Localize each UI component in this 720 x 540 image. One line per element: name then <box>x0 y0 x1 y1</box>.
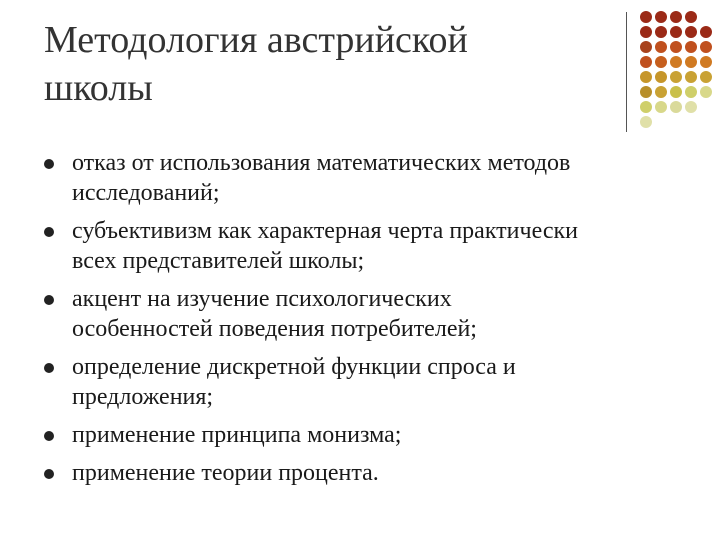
slide-title-line-1: Методология австрийской <box>44 19 468 61</box>
decorative-dot <box>640 56 652 68</box>
decorative-dot <box>685 71 697 83</box>
decorative-dot <box>655 41 667 53</box>
decorative-dot <box>700 26 712 38</box>
decorative-dot <box>670 11 682 23</box>
decorative-dot <box>670 86 682 98</box>
decorative-dot <box>670 101 682 113</box>
vertical-divider <box>626 12 627 132</box>
decorative-dot <box>640 41 652 53</box>
decorative-dot <box>655 71 667 83</box>
decorative-dot <box>700 41 712 53</box>
decorative-dot <box>655 26 667 38</box>
decorative-dot <box>640 86 652 98</box>
bullet-dot-icon <box>44 363 54 373</box>
decorative-dot <box>670 71 682 83</box>
decorative-dot <box>655 56 667 68</box>
decorative-dot <box>670 41 682 53</box>
bullet-item-6 <box>44 458 684 488</box>
decorative-dot <box>640 116 652 128</box>
decorative-dot <box>640 26 652 38</box>
bullet-text-line-2: предложения; <box>72 384 214 410</box>
decorative-dot <box>640 11 652 23</box>
bullet-item-5 <box>44 420 684 450</box>
decorative-dot <box>655 11 667 23</box>
bullet-item-4 <box>44 352 684 412</box>
decorative-dot <box>700 71 712 83</box>
bullet-dot-icon <box>44 431 54 441</box>
slide-title-line-2: школы <box>44 67 153 109</box>
decorative-dot <box>640 71 652 83</box>
bullet-dot-icon <box>44 469 54 479</box>
decorative-dot <box>685 101 697 113</box>
bullet-text-line-2: всех представителей школы; <box>72 248 365 274</box>
bullet-text-line-2: особенностей поведения потребителей; <box>72 316 477 342</box>
decorative-dot <box>685 11 697 23</box>
decorative-dot <box>655 86 667 98</box>
decorative-dot <box>655 101 667 113</box>
decorative-dot <box>685 86 697 98</box>
decorative-dot-grid <box>638 10 718 138</box>
bullet-text-line-1: определение дискретной функции спроса и <box>72 354 516 380</box>
bullet-item-1 <box>44 148 684 208</box>
bullet-text-line-1: применение теории процента. <box>72 460 379 486</box>
decorative-dot <box>685 56 697 68</box>
bullet-item-2 <box>44 216 684 276</box>
bullet-text-line-1: применение принципа монизма; <box>72 422 402 448</box>
slide-title <box>44 16 604 112</box>
decorative-dot <box>670 26 682 38</box>
decorative-dot <box>670 56 682 68</box>
bullet-text-line-1: субъективизм как характерная черта практически <box>72 218 578 244</box>
bullet-dot-icon <box>44 159 54 169</box>
bullet-item-3 <box>44 284 684 344</box>
bullet-dot-icon <box>44 227 54 237</box>
bullet-dot-icon <box>44 295 54 305</box>
decorative-dot <box>685 26 697 38</box>
bullet-text-line-2: исследований; <box>72 180 220 206</box>
decorative-dot <box>640 101 652 113</box>
bullet-list <box>44 148 684 496</box>
decorative-dot <box>700 56 712 68</box>
bullet-text-line-1: акцент на изучение психологических <box>72 286 452 312</box>
decorative-dot <box>685 41 697 53</box>
bullet-text-line-1: отказ от использования математических методов <box>72 150 571 176</box>
decorative-dot <box>700 86 712 98</box>
